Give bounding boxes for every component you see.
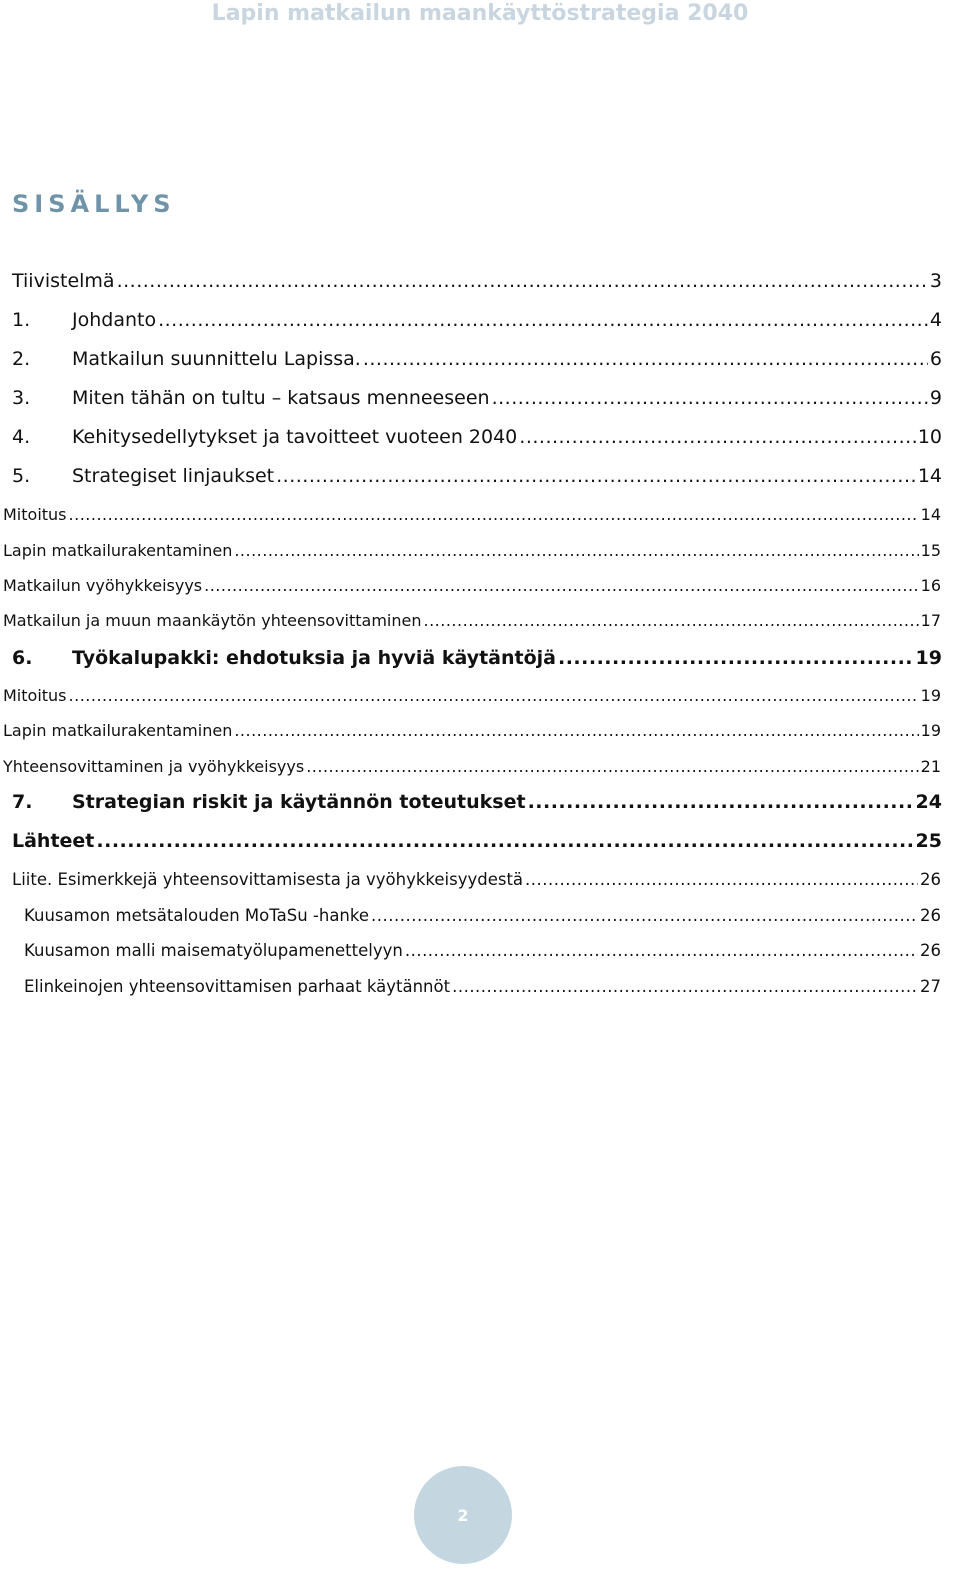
dot-leader [558, 647, 914, 669]
toc-entry-page: 14 [917, 465, 942, 487]
toc-entry-label: Elinkeinojen yhteensovittamisen parhaat käytännöt [24, 977, 451, 996]
toc-entry-page: 19 [915, 647, 942, 669]
toc-subentry-parhaat-kaytannot[interactable] [24, 977, 941, 996]
dot-leader [528, 791, 914, 813]
dot-leader [234, 541, 918, 560]
toc-entry-number: 5. [12, 465, 31, 487]
toc-subentry-matkailurakentaminen-2[interactable] [3, 721, 941, 740]
toc-entry-lahteet[interactable] [12, 830, 942, 852]
toc-entry-page: 9 [929, 387, 942, 409]
toc-entry-label: Johdanto [72, 309, 157, 331]
toc-entry-label: Kehitysedellytykset ja tavoitteet vuoteen 2040 [72, 426, 518, 448]
toc-entry-kehitysedellytykset[interactable] [12, 426, 942, 448]
toc-entry-number: 3. [12, 387, 31, 409]
toc-entry-label: Matkailun ja muun maankäytön yhteensovittaminen [3, 611, 422, 630]
dot-leader [96, 830, 913, 852]
toc-entry-page: 14 [920, 505, 941, 524]
toc-entry-label: Mitoitus [3, 505, 67, 524]
toc-subentry-yhteensovittaminen-vyohykkeisyys[interactable] [3, 757, 941, 776]
toc-entry-page: 15 [920, 541, 941, 560]
toc-entry-label: Strategian riskit ja käytännön toteutukset [72, 791, 526, 813]
toc-entry-number: 7. [12, 791, 33, 813]
toc-subentry-yhteensovittaminen[interactable] [3, 611, 941, 630]
dot-leader [405, 941, 918, 960]
toc-entry-linjaukset[interactable] [12, 465, 942, 487]
toc-entry-liite[interactable] [12, 870, 941, 889]
toc-entry-page: 4 [929, 309, 942, 331]
toc-subentry-mitoitus-2[interactable] [3, 686, 941, 705]
toc-subentry-motasu[interactable] [24, 906, 941, 925]
toc-entry-label: Mitoitus [3, 686, 67, 705]
toc-subentry-maisematyolupa[interactable] [24, 941, 941, 960]
running-header: Lapin matkailun maankäyttöstrategia 2040 [211, 1, 749, 26]
dot-leader [234, 721, 918, 740]
page-number-badge [414, 1466, 512, 1564]
toc-entry-johdanto[interactable] [12, 309, 942, 331]
toc-entry-label: Lapin matkailurakentaminen [3, 541, 233, 560]
dot-leader [69, 505, 919, 524]
page-number: 2 [457, 1505, 469, 1525]
toc-entry-label: Miten tähän on tultu – katsaus menneeseen [72, 387, 490, 409]
toc-entry-number: 6. [12, 647, 33, 669]
toc-entry-label: Lapin matkailurakentaminen [3, 721, 233, 740]
toc-entry-label: Liite. Esimerkkejä yhteensovittamisesta ja vyöhykkeisyydestä [12, 870, 524, 889]
toc-entry-katsaus[interactable] [12, 387, 942, 409]
dot-leader [306, 757, 918, 776]
toc-subentry-mitoitus[interactable] [3, 505, 941, 524]
toc-entry-number: 1. [12, 309, 31, 331]
toc-entry-tiivistelma[interactable] [12, 270, 942, 292]
dot-leader [452, 977, 918, 996]
dot-leader [69, 686, 919, 705]
toc-entry-page: 26 [920, 906, 941, 925]
toc-subentry-matkailurakentaminen[interactable] [3, 541, 941, 560]
toc-entry-page: 10 [917, 426, 942, 448]
dot-leader [204, 576, 919, 595]
toc-entry-page: 24 [915, 791, 942, 813]
toc-entry-page: 16 [920, 576, 941, 595]
toc-entry-number: 4. [12, 426, 31, 448]
toc-entry-page: 25 [915, 830, 942, 852]
dot-leader [492, 387, 928, 409]
dot-leader [371, 906, 918, 925]
toc-title: SISÄLLYS [12, 190, 176, 218]
toc-entry-page: 26 [920, 941, 941, 960]
dot-leader [117, 270, 928, 292]
toc-entry-label: Tiivistelmä [12, 270, 115, 292]
toc-entry-page: 17 [920, 611, 941, 630]
toc-entry-tyokalupakki[interactable] [12, 647, 942, 669]
toc-entry-number: 2. [12, 348, 31, 370]
toc-entry-label: Kuusamon metsätalouden MoTaSu -hanke [24, 906, 370, 925]
dot-leader [276, 465, 916, 487]
dot-leader [363, 348, 928, 370]
toc-entry-label: Matkailun suunnittelu Lapissa. [72, 348, 361, 370]
toc-subentry-vyohykkeisyys[interactable] [3, 576, 941, 595]
toc-entry-label: Yhteensovittaminen ja vyöhykkeisyys [3, 757, 305, 776]
toc-entry-riskit[interactable] [12, 791, 942, 813]
toc-entry-page: 3 [929, 270, 942, 292]
toc-entry-suunnittelu[interactable] [12, 348, 942, 370]
toc-entry-page: 19 [920, 721, 941, 740]
dot-leader [158, 309, 928, 331]
toc-entry-page: 26 [920, 870, 941, 889]
toc-entry-label: Työkalupakki: ehdotuksia ja hyviä käytäntöjä [72, 647, 556, 669]
dot-leader [424, 611, 919, 630]
toc-entry-page: 27 [920, 977, 941, 996]
toc-entry-label: Kuusamon malli maisematyölupamenettelyyn [24, 941, 403, 960]
toc-entry-page: 21 [920, 757, 941, 776]
dot-leader [519, 426, 916, 448]
toc-entry-label: Strategiset linjaukset [72, 465, 275, 487]
toc-entry-page: 6 [929, 348, 942, 370]
toc-entry-page: 19 [920, 686, 941, 705]
toc-entry-label: Lähteet [12, 830, 95, 852]
toc-entry-label: Matkailun vyöhykkeisyys [3, 576, 203, 595]
dot-leader [525, 870, 918, 889]
